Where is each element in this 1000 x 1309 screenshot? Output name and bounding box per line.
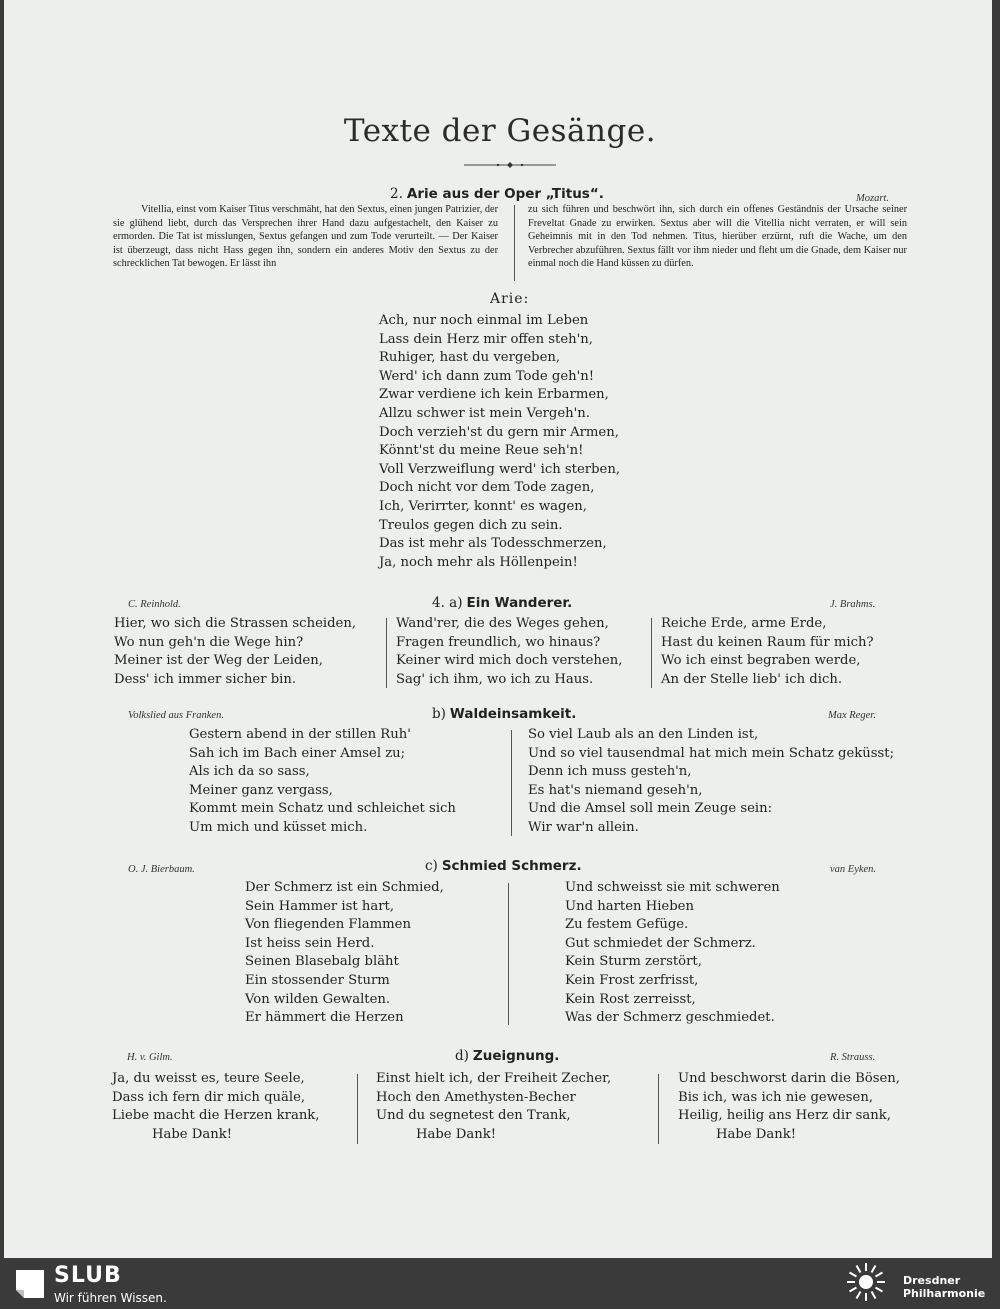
verse-line: Fragen freundlich, wo hinaus? (396, 634, 601, 650)
wanderer-heading (432, 594, 572, 612)
verse-line: Ruhiger, hast du vergeben, (379, 350, 561, 366)
waldeinsamkeit-col2 (528, 726, 894, 838)
verse-line: Ist heiss sein Herd. (245, 935, 375, 951)
verse-line: Heilig, heilig ans Herz dir sank, (678, 1108, 891, 1124)
verse-line: Dess' ich immer sicher bin. (114, 671, 297, 687)
waldeinsamkeit-title: Waldeinsamkeit. (449, 706, 577, 722)
verse-line: Reiche Erde, arme Erde, (661, 616, 827, 631)
titus-synopsis-right: zu sich führen und beschwört ihn, sich durch ein offenes Geständnis der Ursache seiner Freveltat Gnade zu erwirken. Sextus aber will die Vitellia nicht verraten, er will sein Geheimnis mit in den Tod nehmen. Titus, hierüber erzürnt, ruft die Wache, um den Verbrecher abzuführen. Sextus fällt vor ihm nieder und fleht um die Gnade, dem Kaiser nur einmal noch die Hand küssen zu dürfen. (528, 204, 907, 270)
zueignung-poet: H. v. Gilm. (127, 1052, 173, 1063)
verse-line: Hoch den Amethysten-Becher (376, 1089, 576, 1105)
verse-line: Kein Rost zerreisst, (565, 991, 696, 1007)
verse-line: Bis ich, was ich nie gewesen, (678, 1089, 874, 1105)
verse-line: Habe Dank! (416, 1126, 497, 1142)
verse-line: Liebe macht die Herzen krank, (112, 1108, 320, 1124)
verse-line: Wo nun geh'n die Wege hin? (114, 634, 304, 650)
verse-line: Von fliegenden Flammen (245, 917, 411, 933)
verse-line: Hier, wo sich die Strassen scheiden, (114, 616, 357, 631)
verse-line: Wir war'n allein. (528, 819, 639, 835)
schmied-divider (508, 883, 509, 1025)
verse-line: Meiner ist der Weg der Leiden, (114, 653, 323, 669)
verse-line: Könnt'st du meine Reue seh'n! (379, 443, 584, 459)
verse-line: Wo ich einst begraben werde, (661, 653, 861, 669)
titus-heading (390, 185, 604, 203)
verse-line: Gut schmiedet der Schmerz. (565, 935, 756, 951)
verse-line: Es hat's niemand geseh'n, (528, 782, 703, 798)
verse-line: Dass ich fern dir mich quäle, (112, 1089, 306, 1105)
wanderer-divider-1 (386, 618, 387, 688)
waldeinsamkeit-divider (511, 730, 512, 836)
dresdner-philharmonie-line2: Philharmonie (903, 1287, 986, 1300)
schmied-composer: van Eyken. (830, 864, 877, 875)
verse-line: Gestern abend in der stillen Ruh' (189, 727, 411, 742)
verse-line: Ein stossender Sturm (245, 972, 390, 988)
verse-line: Und schweisst sie mit schweren (565, 880, 780, 895)
verse-line: Keiner wird mich doch verstehen, (396, 653, 623, 669)
verse-line: Werd' ich dann zum Tode geh'n! (379, 368, 595, 384)
waldeinsamkeit-number: b) (432, 706, 446, 722)
verse-line: Und beschworst darin die Bösen, (678, 1071, 900, 1086)
title-ornament (464, 162, 556, 168)
verse-line: Als ich da so sass, (189, 764, 310, 780)
verse-line: Kommt mein Schatz und schleichet sich (189, 801, 456, 817)
zueignung-col1 (112, 1070, 320, 1144)
zueignung-title: Zueignung. (472, 1048, 560, 1064)
verse-line: Einst hielt ich, der Freiheit Zecher, (376, 1071, 612, 1086)
aria-text (379, 312, 620, 572)
verse-line: Doch nicht vor dem Tode zagen, (379, 480, 595, 496)
verse-line: Ja, noch mehr als Höllenpein! (379, 554, 578, 570)
zueignung-heading (455, 1047, 559, 1065)
verse-line: Kein Frost zerfrisst, (565, 972, 699, 988)
titus-title: Arie aus der Oper „Titus“. (406, 186, 604, 202)
dresdner-philharmonie-line1: Dresdner (903, 1274, 961, 1287)
page-title: Texte der Gesänge. (343, 113, 657, 149)
waldeinsamkeit-composer: Max Reger. (828, 710, 876, 721)
verse-line: Zwar verdiene ich kein Erbarmen, (379, 387, 609, 403)
aria-label: Arie: (490, 291, 530, 307)
titus-synopsis-divider (514, 205, 515, 281)
zueignung-col3 (678, 1070, 900, 1144)
verse-line: Er hämmert die Herzen (245, 1010, 404, 1026)
waldeinsamkeit-col1 (189, 726, 456, 838)
wanderer-composer: J. Brahms. (830, 599, 876, 610)
verse-line: Hast du keinen Raum für mich? (661, 634, 874, 650)
verse-line: Sah ich im Bach einer Amsel zu; (189, 745, 406, 761)
schmied-heading (425, 857, 582, 875)
zueignung-divider-1 (357, 1074, 358, 1144)
verse-line: Ich, Verirrter, konnt' es wagen, (379, 498, 587, 514)
wanderer-title: Ein Wanderer. (466, 595, 573, 611)
verse-line: Ja, du weisst es, teure Seele, (112, 1071, 305, 1086)
verse-line: Meiner ganz vergass, (189, 782, 333, 798)
zueignung-col2 (376, 1070, 611, 1144)
verse-line: Und du segnetest den Trank, (376, 1108, 571, 1124)
zueignung-divider-2 (658, 1074, 659, 1144)
verse-line: Und die Amsel soll mein Zeuge sein: (528, 801, 773, 817)
wanderer-col1 (114, 615, 356, 689)
schmied-col2 (565, 879, 780, 1028)
slub-logo-icon[interactable] (12, 1266, 48, 1302)
schmied-number: c) (425, 858, 438, 874)
zueignung-composer: R. Strauss. (830, 1052, 876, 1063)
zueignung-number: d) (455, 1048, 469, 1064)
verse-line: Denn ich muss gesteh'n, (528, 764, 692, 780)
verse-line: An der Stelle lieb' ich dich. (661, 671, 843, 687)
waldeinsamkeit-heading (432, 705, 576, 723)
verse-line: So viel Laub als an den Linden ist, (528, 727, 759, 742)
verse-line: Voll Verzweiflung werd' ich sterben, (379, 461, 621, 477)
verse-line: Seinen Blasebalg bläht (245, 954, 399, 970)
dresdner-philharmonie-name[interactable] (903, 1274, 985, 1300)
verse-line: Treulos gegen dich zu sein. (379, 517, 563, 533)
waldeinsamkeit-poet: Volkslied aus Franken. (128, 710, 224, 721)
verse-line: Von wilden Gewalten. (245, 991, 391, 1007)
verse-line: Habe Dank! (716, 1126, 797, 1142)
verse-line: Kein Sturm zerstört, (565, 954, 702, 970)
verse-line: Um mich und küsset mich. (189, 819, 368, 835)
verse-line: Und harten Hieben (565, 898, 694, 914)
wanderer-divider-2 (651, 618, 652, 688)
schmied-title: Schmied Schmerz. (441, 858, 582, 874)
verse-line: Zu festem Gefüge. (565, 917, 689, 933)
verse-line: Doch verzieh'st du gern mir Armen, (379, 424, 619, 440)
schmied-poet: O. J. Bierbaum. (128, 864, 195, 875)
verse-line: Der Schmerz ist ein Schmied, (245, 880, 444, 895)
schmied-col1 (245, 879, 444, 1028)
wanderer-number: 4. a) (432, 595, 463, 611)
verse-line: Wand'rer, die des Weges gehen, (396, 616, 609, 631)
verse-line: Was der Schmerz geschmiedet. (565, 1010, 775, 1026)
verse-line: Ach, nur noch einmal im Leben (379, 313, 589, 328)
slub-name[interactable]: SLUB (54, 1263, 122, 1288)
dresdner-philharmonie-logo-icon[interactable] (846, 1262, 886, 1302)
wanderer-col3 (661, 615, 874, 689)
verse-line: Sag' ich ihm, wo ich zu Haus. (396, 671, 594, 687)
verse-line: Habe Dank! (152, 1126, 233, 1142)
verse-line: Allzu schwer ist mein Vergeh'n. (379, 405, 590, 421)
wanderer-col2 (396, 615, 622, 689)
titus-synopsis-left: Vitellia, einst vom Kaiser Titus verschmäht, hat den Sextus, einen jungen Patrizier, der sie glühend liebt, durch das Versprechen ihrer Hand dazu aufgestachelt, den Kaiser zu ermorden. Die Tat ist misslungen, Sextus gefangen und zum Tode verurteilt. — Der Kaiser ist überzeugt, dass nicht Hass gegen ihn, sondern ein anderes Motiv den Sextus zu der schrecklichen Tat bewogen. Er lässt ihn (113, 204, 499, 270)
slub-tagline: Wir führen Wissen. (54, 1291, 167, 1305)
verse-line: Sein Hammer ist hart, (245, 898, 395, 914)
verse-line: Das ist mehr als Todesschmerzen, (379, 536, 607, 552)
verse-line: Lass dein Herz mir offen steh'n, (379, 331, 593, 347)
titus-number: 2. (390, 186, 403, 202)
verse-line: Und so viel tausendmal hat mich mein Schatz geküsst; (528, 745, 895, 761)
titus-composer: Mozart. (856, 193, 889, 204)
wanderer-poet: C. Reinhold. (128, 599, 181, 610)
